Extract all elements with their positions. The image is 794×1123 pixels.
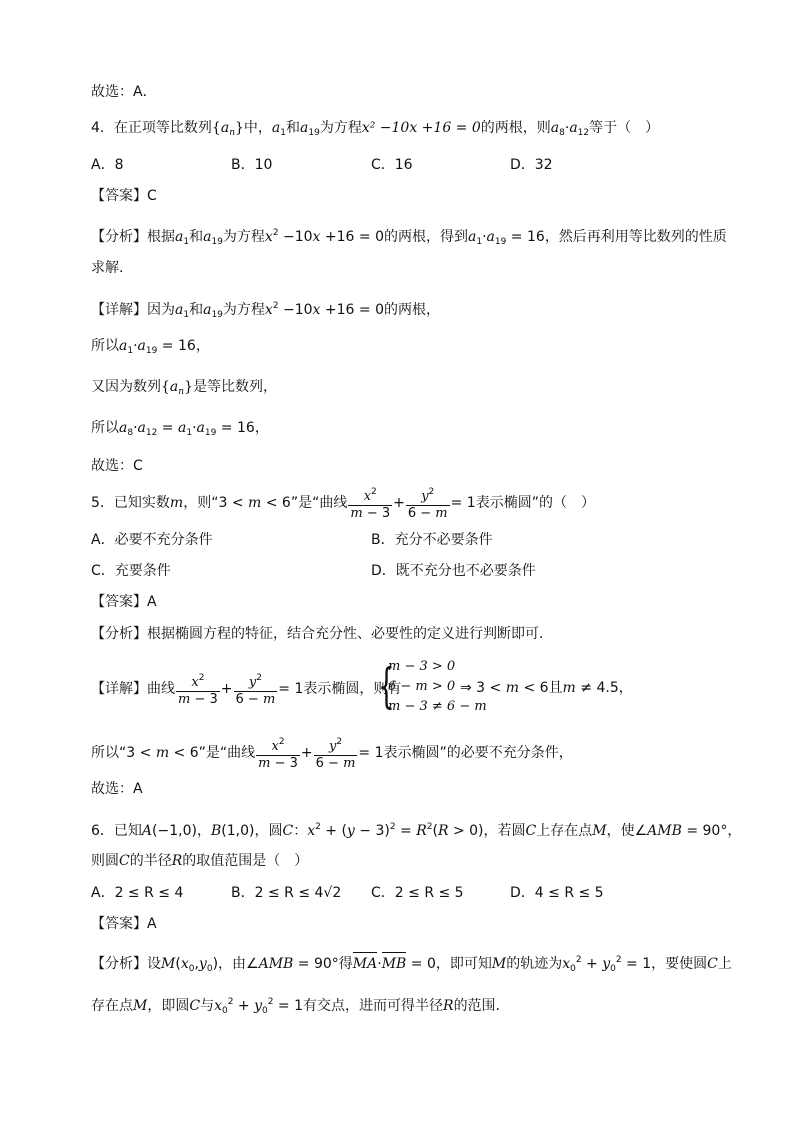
q4-analysis-cont: 求解. [91, 260, 124, 276]
q4-option-a: A．8 [91, 157, 124, 173]
q4-answer: 【答案】C [91, 188, 157, 204]
q4-step-2: 又因为数列$\{a_n\}$是等比数列， [91, 379, 277, 397]
system-row-1: m − 3 > 0 [388, 659, 456, 674]
previous-conclusion: 故选：A． [91, 84, 157, 100]
q5-conclusion: 故选：A [91, 781, 143, 797]
q4-conclusion: 故选：C [91, 458, 143, 474]
q5-option-c: C．充要条件 [91, 563, 171, 579]
q6-answer: 【答案】A [91, 916, 157, 932]
system-row-2: 6 − m > 0 [388, 679, 456, 694]
q6-option-c: C．2 ≤ R ≤ 5 [371, 885, 464, 901]
question-4-stem: 4．在正项等比数列$\{a_n\}$中，$a_1$和$a_{19}$为方程x² −10x +16 = 0的两根，则$a_8\cdot a_{12}$等于（ ） [91, 120, 660, 138]
q5-so: 所以“3 < m < 6”是“曲线 $\frac{x^2}{m - 3}$ + $\frac{y^2}{6 - m}$ = 1表示椭圆”的必要不充分条件， [91, 734, 573, 772]
q5-option-b: B．充分不必要条件 [371, 532, 493, 548]
q4-step-1: 所以$a_1\cdot a_{19} = 16$， [91, 338, 210, 356]
q5-answer: 【答案】A [91, 594, 157, 610]
q6-option-a: A．2 ≤ R ≤ 4 [91, 885, 184, 901]
system-row-3: m − 3 ≠ 6 − m [388, 699, 487, 714]
q5-detail: 【详解】曲线 $\frac{x^2}{m - 3}$ + $\frac{y^2}{6 - m}$ = 1表示椭圆，则有 [91, 670, 401, 708]
q4-analysis: 【分析】根据$a_1$和$a_{19}$为方程$x^2 -10x +16 = 0$的两根，得到$a_1\cdot a_{19} = 16$，然后再利用等比数列的性质 [91, 228, 727, 247]
q6-analysis: 【分析】设$M(x_0,y_0)$，由∠AMB = 90°得MA·MB = 0，即可知M的轨迹为$x_0^2 + y_0^2 = 1$，要使圆C上 [91, 955, 732, 974]
question-5-stem: 5．已知实数m，则“3 < m < 6”是“曲线 $\frac{x^2}{m - 3}$ + $\frac{y^2}{6 - m}$ = 1表示椭圆”的（ ） [91, 484, 595, 522]
q4-option-c: C．16 [371, 157, 413, 173]
q6-analysis-cont: 存在点M，即圆C与$x_0^2 + y_0^2 = 1$有交点，进而可得半径R的范围. [91, 997, 501, 1016]
q5-option-d: D．既不充分也不必要条件 [371, 563, 536, 579]
q5-option-a: A．必要不充分条件 [91, 532, 213, 548]
q6-option-b: B．2 ≤ R ≤ 4√2 [231, 885, 342, 901]
q4-detail: 【详解】因为$a_1$和$a_{19}$为方程$x^2 -10x +16 = 0$的两根， [91, 301, 440, 320]
question-6-stem-cont: 则圆C的半径R的取值范围是（ ） [91, 853, 309, 869]
q5-analysis: 【分析】根据椭圆方程的特征，结合充分性、必要性的定义进行判断即可. [91, 626, 544, 642]
q4-option-b: B．10 [231, 157, 273, 173]
q4-option-d: D．32 [510, 157, 553, 173]
q6-option-d: D．4 ≤ R ≤ 5 [510, 885, 604, 901]
q4-step-3: 所以$a_8\cdot a_{12} = a_1\cdot a_{19} = 16$， [91, 420, 269, 438]
q5-inequality-system: { m − 3 > 0 6 − m > 0 m − 3 ≠ 6 − m [378, 658, 487, 714]
question-6-stem: 6．已知A(−1,0)，B(1,0)，圆C：$x^2 + (y - 3)^2 = R^2(R > 0)$，若圆C上存在点M，使∠AMB = 90°， [91, 822, 742, 839]
q5-implication: ⇒ 3 < m < 6且m ≠ 4.5， [460, 680, 633, 696]
